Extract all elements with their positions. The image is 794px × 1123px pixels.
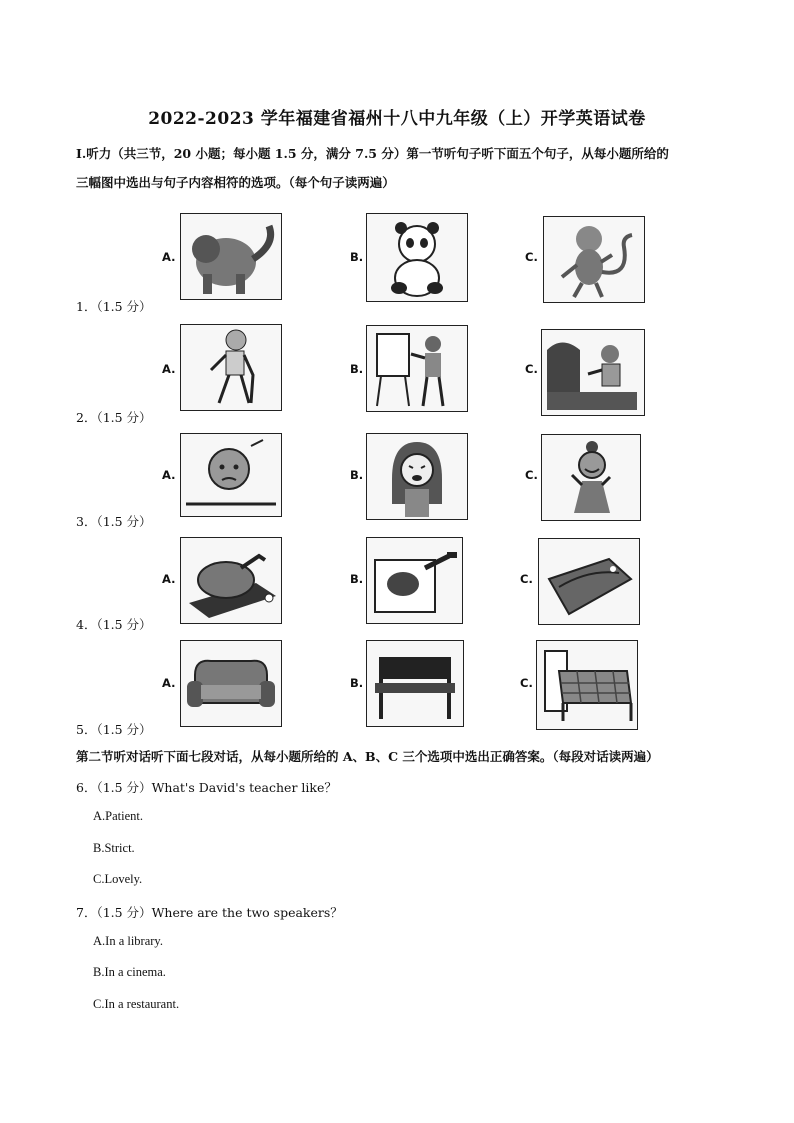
q2-option-c-label: C.: [525, 362, 538, 376]
girl-happy-icon[interactable]: [541, 434, 641, 521]
q2-option-b-label: B.: [350, 362, 364, 376]
question-7: [76, 903, 343, 921]
section1-line2: 三幅图中选出与句子内容相符的选项。（每个句子读两遍）: [76, 175, 395, 190]
q6-option-c[interactable]: C.Lovely.: [93, 872, 143, 886]
q6-option-a[interactable]: A.Patient.: [93, 809, 143, 823]
bed-icon[interactable]: [536, 640, 638, 730]
girl-crying-icon[interactable]: [366, 433, 468, 520]
question-7-number: 7．（1.5 分）: [76, 905, 152, 920]
q3-option-b-label: B.: [350, 468, 364, 482]
bench-icon[interactable]: [366, 640, 464, 727]
section1-line1: I.听力（共三节，20 小题；每小题 1.5 分，满分 7.5 分）第一节听句子听下面五个句子，从每小题所给的: [76, 146, 669, 161]
boy-sick-icon[interactable]: [180, 433, 282, 517]
q5-option-c-label: C.: [520, 676, 533, 690]
q3-option-c-label: C.: [525, 468, 538, 482]
q1-option-b-label: B.: [350, 250, 364, 264]
boy-cooking-icon[interactable]: [541, 329, 645, 416]
food-plate-icon[interactable]: [366, 537, 463, 624]
q4-option-a-label: A.: [162, 572, 176, 586]
monkey-icon[interactable]: [543, 216, 645, 303]
question-4-number: 4．（1.5 分）: [76, 617, 152, 632]
sofa-icon[interactable]: [180, 640, 282, 727]
q6-option-b[interactable]: B.Strict.: [93, 841, 135, 855]
painter-icon[interactable]: [366, 325, 468, 412]
question-3-number: 3．（1.5 分）: [76, 514, 152, 529]
page-title: 2022-2023 学年福建省福州十八中九年级（上）开学英语试卷: [148, 109, 646, 129]
q3-option-a-label: A.: [162, 468, 176, 482]
question-6: [76, 778, 337, 796]
section1-instructions: [76, 139, 726, 197]
q1-option-c-label: C.: [525, 250, 538, 264]
q4-option-c-label: C.: [520, 572, 533, 586]
q7-option-a[interactable]: A.In a library.: [93, 934, 163, 948]
q5-option-b-label: B.: [350, 676, 364, 690]
q5-option-a-label: A.: [162, 676, 176, 690]
question-6-number: 6．（1.5 分）: [76, 780, 152, 795]
question-2-number: 2．（1.5 分）: [76, 410, 152, 425]
q1-option-a-label: A.: [162, 250, 176, 264]
question-6-text: What's David's teacher like？: [151, 780, 337, 795]
panda-icon[interactable]: [366, 213, 468, 302]
roast-chicken-icon[interactable]: [180, 537, 282, 624]
q4-option-b-label: B.: [350, 572, 364, 586]
elephant-icon[interactable]: [180, 213, 282, 300]
q7-option-b[interactable]: B.In a cinema.: [93, 965, 166, 979]
boy-walking-icon[interactable]: [180, 324, 282, 411]
question-1-number: 1．（1.5 分）: [76, 299, 152, 314]
q7-option-c[interactable]: C.In a restaurant.: [93, 997, 180, 1011]
section2-instructions: 第二节听对话听下面七段对话，从每小题所给的 A、B、C 三个选项中选出正确答案。（每段对话读两遍）: [76, 749, 659, 764]
question-7-text: Where are the two speakers？: [151, 905, 343, 920]
question-5-number: 5．（1.5 分）: [76, 722, 152, 737]
q2-option-a-label: A.: [162, 362, 176, 376]
fish-icon[interactable]: [538, 538, 640, 625]
